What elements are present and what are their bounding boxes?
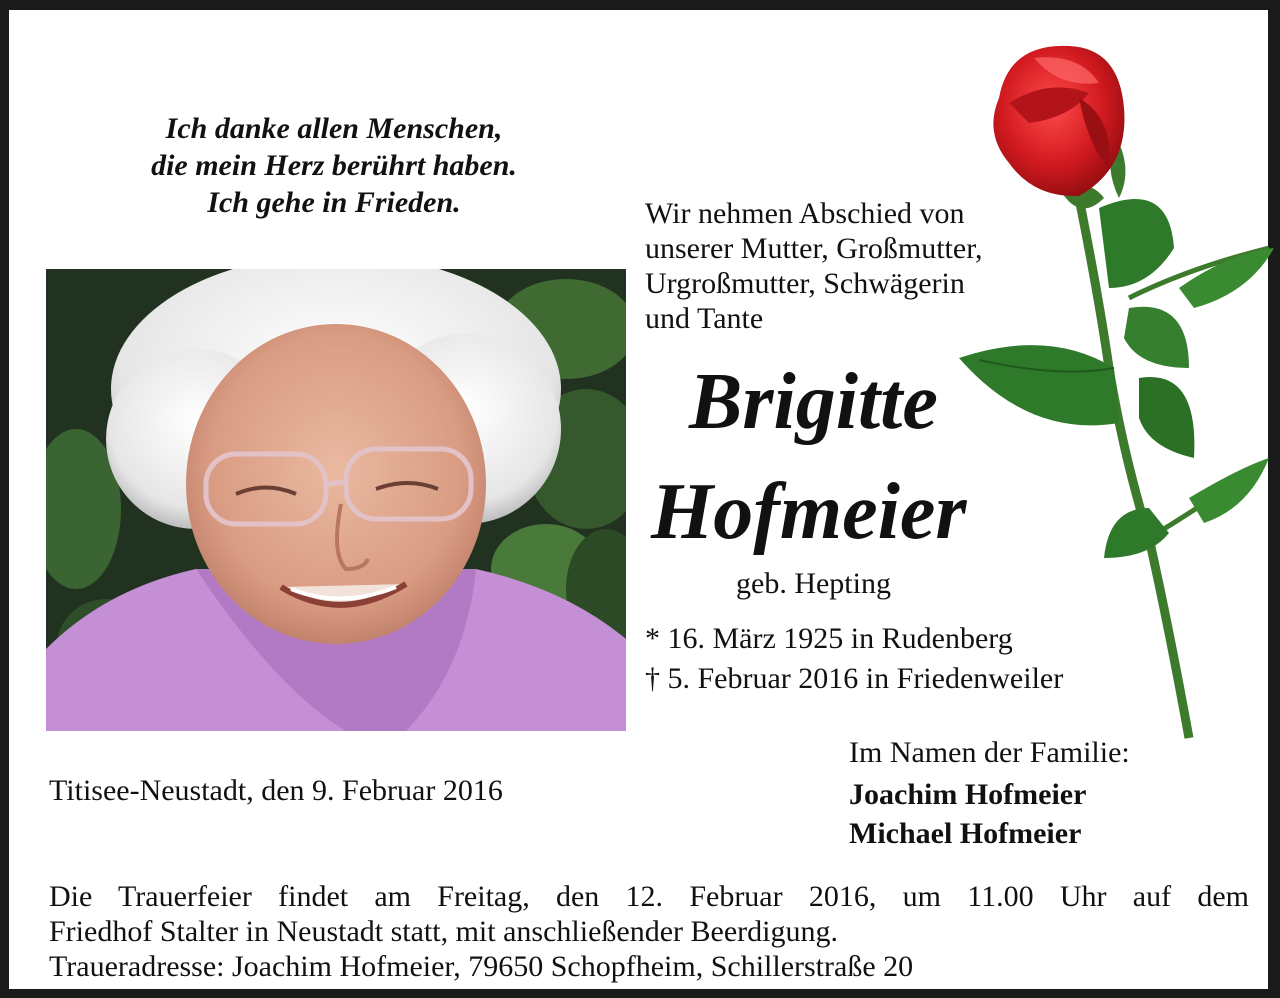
motto-line: die mein Herz berührt haben. xyxy=(151,149,517,182)
death-info: † 5. Februar 2016 in Friedenweiler xyxy=(645,662,1064,695)
red-rose-image xyxy=(939,38,1279,758)
funeral-details xyxy=(49,879,1249,984)
intro-line: Wir nehmen Abschied von xyxy=(645,197,965,230)
family-member: Michael Hofmeier xyxy=(849,817,1082,850)
place-and-date: Titisee-Neustadt, den 9. Februar 2016 xyxy=(49,774,503,807)
motto-line: Ich gehe in Frieden. xyxy=(207,186,461,219)
maiden-name: geb. Hepting xyxy=(736,567,891,600)
portrait-illustration xyxy=(46,269,626,731)
mourning-address: Traueradresse: Joachim Hofmeier, 79650 Schopfheim, Schillerstraße 20 xyxy=(49,950,914,983)
birth-info: * 16. März 1925 in Rudenberg xyxy=(645,622,1013,655)
intro-line: unserer Mutter, Großmutter, xyxy=(645,232,983,265)
motto-quote xyxy=(104,110,564,221)
funeral-details-line: Friedhof Stalter in Neustadt statt, mit anschließender Beerdigung. xyxy=(49,915,838,948)
intro-line: Urgroßmutter, Schwägerin xyxy=(645,267,965,300)
rose-illustration xyxy=(939,38,1279,758)
family-member: Joachim Hofmeier xyxy=(849,778,1087,811)
family-intro: Im Namen der Familie: xyxy=(849,736,1130,769)
motto-line: Ich danke allen Menschen, xyxy=(165,112,503,145)
deceased-first-name: Brigitte xyxy=(689,358,938,446)
intro-line: und Tante xyxy=(645,302,764,335)
funeral-details-line: Die Trauerfeier findet am Freitag, den 12. Februar 2016, um 11.00 Uhr auf dem xyxy=(49,880,1249,913)
farewell-intro xyxy=(645,196,983,336)
deceased-last-name: Hofmeier xyxy=(651,468,967,556)
portrait-photo xyxy=(46,269,626,731)
